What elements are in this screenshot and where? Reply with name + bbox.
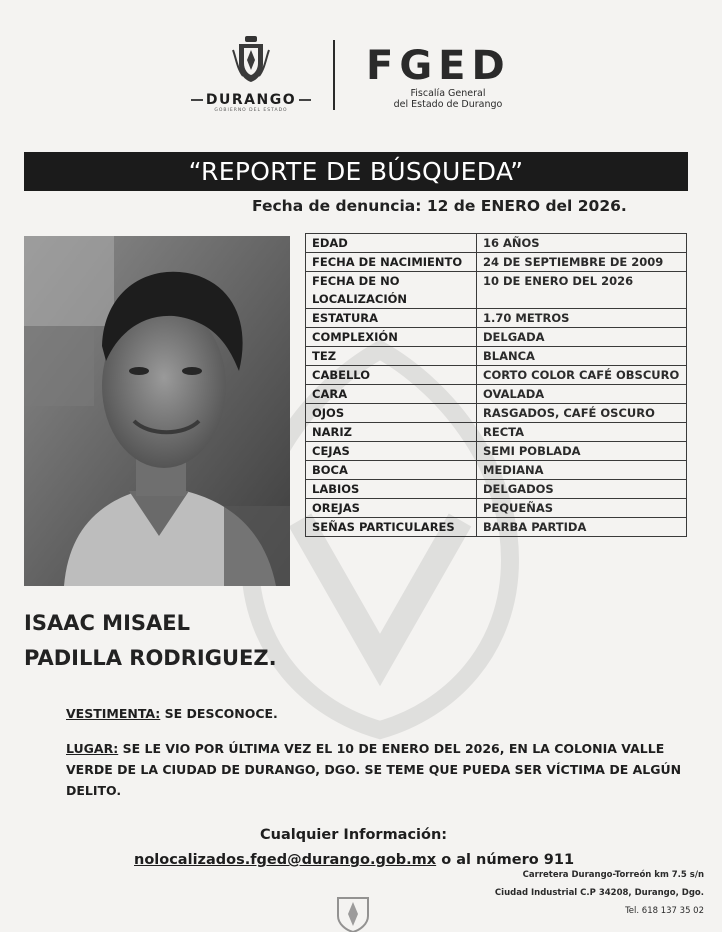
characteristic-label: SEÑAS PARTICULARES — [306, 518, 477, 537]
durango-wordmark: DURANGO — [186, 92, 316, 108]
characteristic-row — [306, 442, 687, 461]
lugar-info — [66, 738, 696, 801]
person-name-line1: ISAAC MISAEL — [24, 611, 190, 635]
characteristic-label: FECHA DE NO LOCALIZACIÓN — [306, 272, 477, 309]
characteristic-value: BLANCA — [477, 347, 687, 366]
contact-email-link[interactable]: nolocalizados.fged@durango.gob.mx — [134, 852, 437, 868]
durango-tagline: GOBIERNO DEL ESTADO — [214, 108, 288, 113]
durango-logo — [186, 34, 316, 118]
characteristic-value: 16 AÑOS — [477, 234, 687, 253]
fged-wordmark: FGED — [366, 43, 511, 89]
characteristic-row — [306, 309, 687, 328]
contact-title: Cualquier Información: — [260, 827, 448, 843]
header-divider — [333, 40, 335, 110]
characteristic-value: RECTA — [477, 423, 687, 442]
missing-person-photo — [24, 236, 290, 586]
characteristic-value: 10 DE ENERO DEL 2026 — [477, 272, 687, 309]
characteristic-row — [306, 518, 687, 537]
contact-phone: o al número 911 — [436, 852, 575, 868]
fecha-denuncia: Fecha de denuncia: 12 de ENERO del 2026. — [252, 197, 627, 215]
lugar-text: SE LE VIO POR ÚLTIMA VEZ EL 10 DE ENERO DEL 2026, EN LA COLONIA VALLE VERDE DE LA CIUDAD DE DURANGO, DGO. SE TEME QUE PUEDA SER VÍCTIMA DE ALGÚN DELITO. — [66, 741, 682, 798]
characteristics-table — [305, 233, 687, 537]
fged-name-line1: Fiscalía General — [410, 88, 486, 99]
characteristic-value: MEDIANA — [477, 461, 687, 480]
characteristic-label: BOCA — [306, 461, 477, 480]
missing-person-name — [24, 606, 277, 676]
characteristic-value: 1.70 METROS — [477, 309, 687, 328]
characteristic-row — [306, 328, 687, 347]
characteristic-row — [306, 385, 687, 404]
characteristic-label: ESTATURA — [306, 309, 477, 328]
characteristic-row — [306, 234, 687, 253]
fged-name-line2: del Estado de Durango — [393, 99, 503, 110]
characteristic-row — [306, 347, 687, 366]
characteristic-row — [306, 461, 687, 480]
characteristic-value: SEMI POBLADA — [477, 442, 687, 461]
characteristic-label: OJOS — [306, 404, 477, 423]
agency-address — [495, 866, 704, 920]
characteristic-value: OVALADA — [477, 385, 687, 404]
characteristic-row — [306, 366, 687, 385]
characteristic-row — [306, 253, 687, 272]
person-name-line2: PADILLA RODRIGUEZ. — [24, 646, 277, 670]
characteristic-label: OREJAS — [306, 499, 477, 518]
characteristic-value: BARBA PARTIDA — [477, 518, 687, 537]
vestimenta-label: VESTIMENTA: — [66, 706, 161, 721]
address-line2: Ciudad Industrial C.P 34208, Durango, Dgo. — [494, 888, 704, 898]
characteristic-label: CEJAS — [306, 442, 477, 461]
characteristic-label: FECHA DE NACIMIENTO — [306, 253, 477, 272]
durango-coat-of-arms-icon — [231, 34, 271, 84]
address-phone: Tel. 618 137 35 02 — [625, 906, 704, 916]
report-title: “REPORTE DE BÚSQUEDA” — [188, 157, 524, 186]
characteristic-value: DELGADOS — [477, 480, 687, 499]
characteristic-label: NARIZ — [306, 423, 477, 442]
characteristic-value: DELGADA — [477, 328, 687, 347]
characteristic-label: LABIOS — [306, 480, 477, 499]
characteristic-row — [306, 404, 687, 423]
characteristic-label: COMPLEXIÓN — [306, 328, 477, 347]
characteristic-row — [306, 480, 687, 499]
lugar-label: LUGAR: — [66, 741, 119, 756]
vestimenta-info — [66, 706, 278, 721]
address-line1: Carretera Durango-Torreón km 7.5 s/n — [522, 870, 704, 880]
characteristic-value: 24 DE SEPTIEMBRE DE 2009 — [477, 253, 687, 272]
characteristic-label: CARA — [306, 385, 477, 404]
characteristic-value: RASGADOS, CAFÉ OSCURO — [477, 404, 687, 423]
vestimenta-text: SE DESCONOCE. — [160, 706, 278, 721]
coat-of-arms-icon — [330, 894, 376, 932]
characteristic-row — [306, 423, 687, 442]
characteristic-value: CORTO COLOR CAFÉ OBSCURO — [477, 366, 687, 385]
characteristic-value: PEQUEÑAS — [477, 499, 687, 518]
characteristic-row — [306, 499, 687, 518]
characteristic-row — [306, 272, 687, 309]
characteristic-label: TEZ — [306, 347, 477, 366]
characteristic-label: CABELLO — [306, 366, 477, 385]
fged-full-name — [366, 88, 530, 110]
characteristic-label: EDAD — [306, 234, 477, 253]
report-title-band — [24, 152, 688, 191]
